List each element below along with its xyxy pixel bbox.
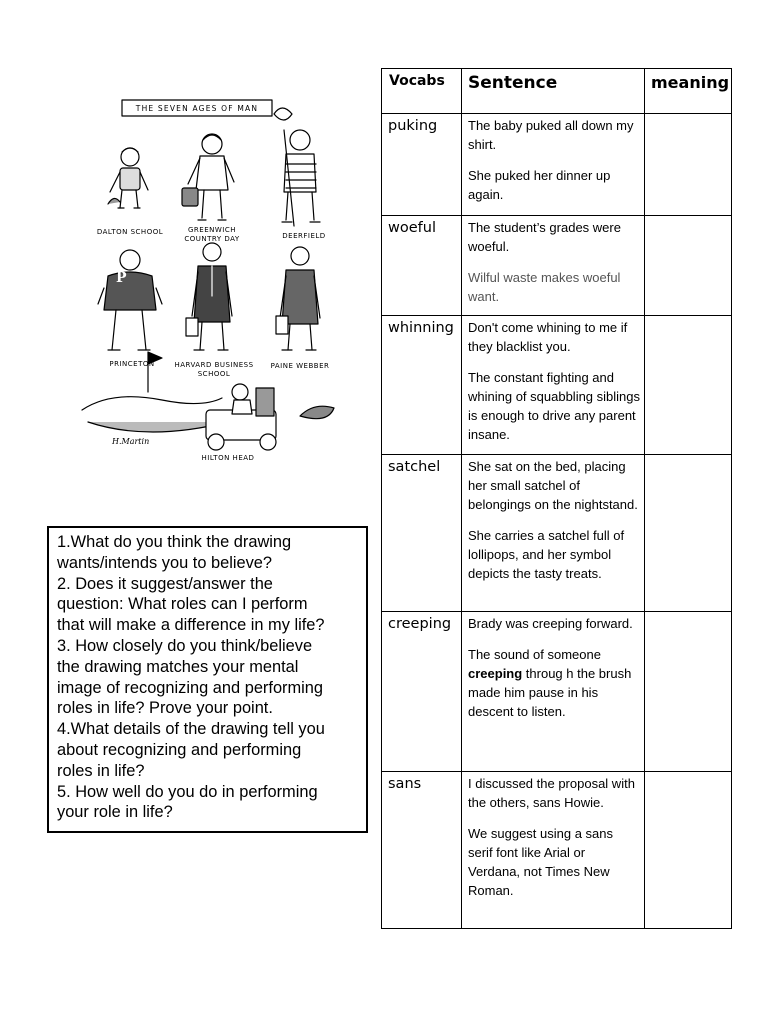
questions-box [47,526,368,833]
sentence-1: Don't come whining to me if they blacklist you. [468,320,628,354]
sentence-cell [462,216,645,316]
meaning-cell[interactable] [645,612,732,772]
table-row [382,772,732,929]
sentence-1: I discussed the proposal with the others, sans Howie. [468,776,635,810]
question-line: wants/intends you to believe? [57,553,273,572]
question-line: 3. How closely do you think/believe [57,636,313,655]
table-row [382,316,732,455]
sentence-2: The constant fighting and whining of squabbling siblings is enough to drive any parent insane. [468,370,641,442]
table-header-row [382,69,732,114]
vocab-word: satchel [382,455,462,612]
meaning-cell[interactable] [645,455,732,612]
sentence-2-part: The sound of someone [468,647,601,662]
sentence-cell [462,114,645,216]
figure-princeton [98,250,162,350]
sentence-cell [462,455,645,612]
table-row [382,216,732,316]
question-line: 5. How well do you do in performing [57,782,318,801]
sentence-cell [462,772,645,929]
meaning-cell[interactable] [645,216,732,316]
caption-dalton: DALTON SCHOOL [96,228,164,236]
question-line: question: What roles can I perform [57,595,308,614]
sentence-1: She sat on the bed, placing her small satchel of belongings on the nightstand. [468,459,638,512]
meaning-cell[interactable] [645,772,732,929]
caption-princeton: PRINCETON [109,360,155,368]
sentence-1: The baby puked all down my shirt. [468,118,634,152]
vocab-word: sans [382,772,462,929]
question-line: roles in life? [57,761,145,780]
caption-deerfield: DEERFIELD [282,232,326,240]
vocab-word: puking [382,114,462,216]
sentence-cell [462,612,645,772]
figure-teen-lacrosse [274,108,320,226]
sentence-2: She puked her dinner up again. [468,168,611,202]
header-sentence: Sentence [462,69,645,114]
table-row [382,612,732,772]
sentence-2: Wilful waste makes woeful want. [468,270,621,304]
sentence-2 [468,645,640,721]
sentence-cell [462,316,645,455]
question-line: 1.What do you think the drawing [57,533,292,551]
question-line: roles in life? Prove your point. [57,699,273,718]
table-row [382,455,732,612]
sentence-1: The student’s grades were woeful. [468,220,621,254]
sentence-2-bold-word: creeping [468,666,523,681]
figure-toddler [108,148,148,208]
question-line: 4.What details of the drawing tell you [57,720,325,739]
figure-harvard-business [186,243,232,350]
sweater-letter: P [116,270,127,286]
sentence-2: We suggest using a sans serif font like Arial or Verdana, not Times New Roman. [468,826,614,898]
cartoon-signature: H.Martin [112,437,150,446]
sentence-2: She carries a satchel full of lollipops, and her symbol depicts the tasty treats. [468,528,625,581]
meaning-cell[interactable] [645,316,732,455]
caption-harvard-business: HARVARD BUSINESS [174,361,254,369]
sentence-2-part: throug h the brush made him pause in his descent to listen. [468,666,632,719]
caption-paine-webber: PAINE WEBBER [270,362,330,370]
question-line: that will make a difference in my life? [57,616,325,635]
caption-country-day: COUNTRY DAY [184,235,240,243]
cartoon-seven-ages-of-man [78,92,340,472]
figure-paine-webber [276,247,320,350]
meaning-cell[interactable] [645,114,732,216]
question-line: the drawing matches your mental [57,657,299,676]
vocab-word: whinning [382,316,462,455]
sentence-1: Brady was creeping forward. [468,616,633,631]
question-line: image of recognizing and performing [57,678,324,697]
cartoon-title: THE SEVEN AGES OF MAN [135,104,259,113]
vocab-word: woeful [382,216,462,316]
question-line: about recognizing and performing [57,740,302,759]
question-line: 2. Does it suggest/answer the [57,574,273,593]
question-line: your role in life? [57,803,173,822]
figure-boy [182,134,234,220]
table-row [382,114,732,216]
vocab-word: creeping [382,612,462,772]
header-vocabs: Vocabs [382,69,462,114]
caption-greenwich: GREENWICH [187,226,237,234]
caption-school: SCHOOL [197,370,231,378]
header-meaning: meaning [645,69,732,114]
vocab-table [381,68,732,929]
caption-hilton-head: HILTON HEAD [201,454,255,462]
